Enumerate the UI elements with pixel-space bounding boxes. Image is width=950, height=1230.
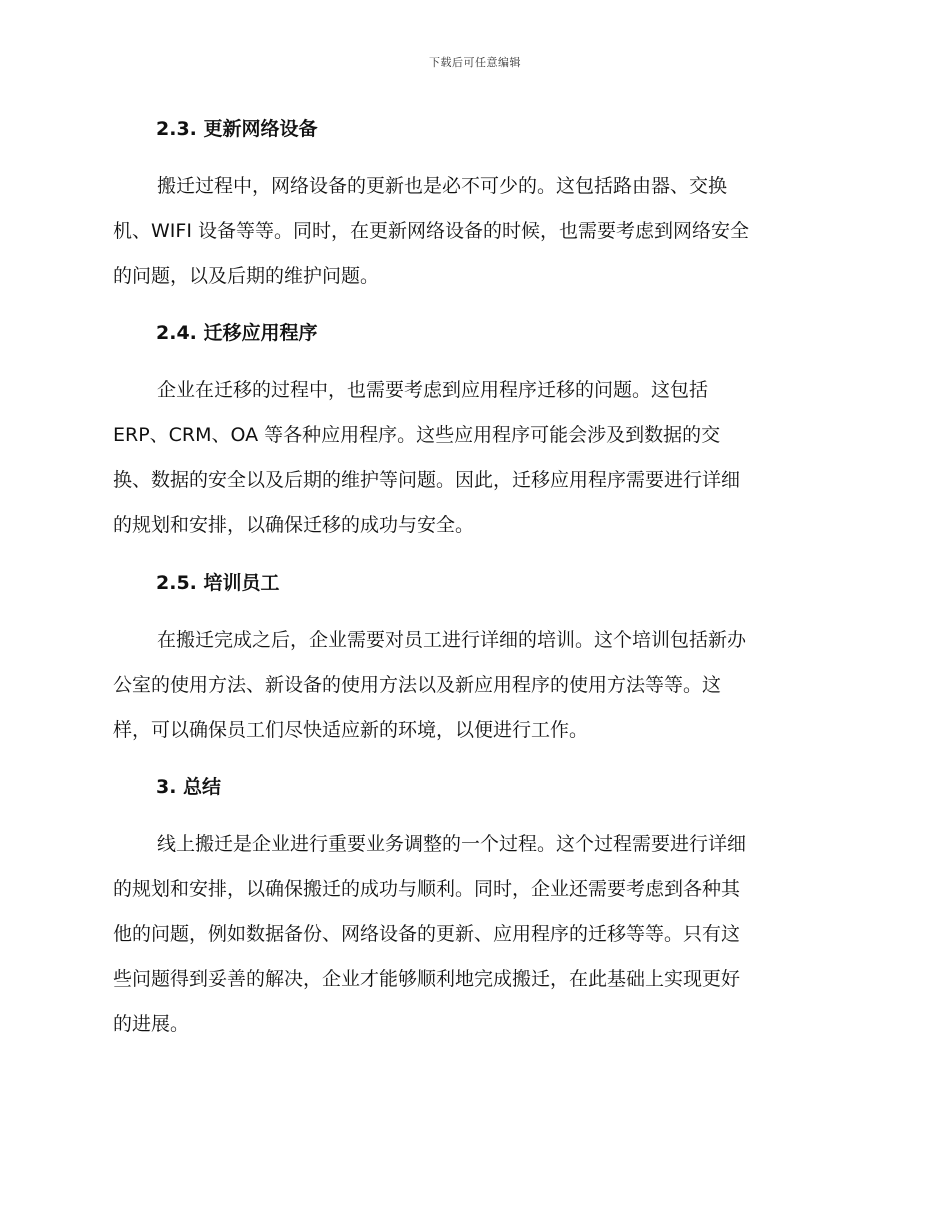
paragraph-line: 他的问题，例如数据备份、网络设备的更新、应用程序的迁移等等。只有这 [113, 923, 741, 945]
paragraph-line: ERP、CRM、OA 等各种应用程序。这些应用程序可能会涉及到数据的交 [113, 424, 721, 446]
paragraph-line: 在搬迁完成之后，企业需要对员工进行详细的培训。这个培训包括新办 [157, 629, 747, 651]
paragraph-2-3 [113, 164, 833, 299]
paragraph-line: 企业在迁移的过程中，也需要考虑到应用程序迁移的问题。这包括 [157, 379, 709, 401]
paragraph-line: 的规划和安排，以确保搬迁的成功与顺利。同时，企业还需要考虑到各种其 [113, 878, 741, 900]
paragraph-line: 机、WIFI 设备等等。同时，在更新网络设备的时候，也需要考虑到网络安全 [113, 220, 749, 242]
section-heading-2-3: 2.3. 更新网络设备 [156, 118, 318, 140]
paragraph-2-5 [113, 618, 833, 753]
paragraph-2-4 [113, 368, 833, 548]
paragraph-line: 的规划和安排，以确保迁移的成功与安全。 [113, 514, 475, 536]
paragraph-line: 的问题，以及后期的维护问题。 [113, 265, 380, 287]
paragraph-line: 搬迁过程中，网络设备的更新也是必不可少的。这包括路由器、交换 [157, 175, 728, 197]
paragraph-line: 换、数据的安全以及后期的维护等问题。因此，迁移应用程序需要进行详细 [113, 469, 741, 491]
paragraph-line: 样，可以确保员工们尽快适应新的环境，以便进行工作。 [113, 719, 589, 741]
section-heading-2-4: 2.4. 迁移应用程序 [156, 322, 318, 344]
paragraph-line: 的进展。 [113, 1013, 190, 1035]
paragraph-line: 公室的使用方法、新设备的使用方法以及新应用程序的使用方法等等。这 [113, 674, 722, 696]
paragraph-line: 些问题得到妥善的解决，企业才能够顺利地完成搬迁，在此基础上实现更好 [113, 968, 741, 990]
section-heading-2-5: 2.5. 培训员工 [156, 572, 280, 594]
paragraph-line: 线上搬迁是企业进行重要业务调整的一个过程。这个过程需要进行详细 [157, 833, 747, 855]
section-heading-3: 3. 总结 [156, 776, 222, 798]
page-header: 下载后可任意编辑 [429, 56, 521, 69]
paragraph-3 [113, 822, 833, 1047]
